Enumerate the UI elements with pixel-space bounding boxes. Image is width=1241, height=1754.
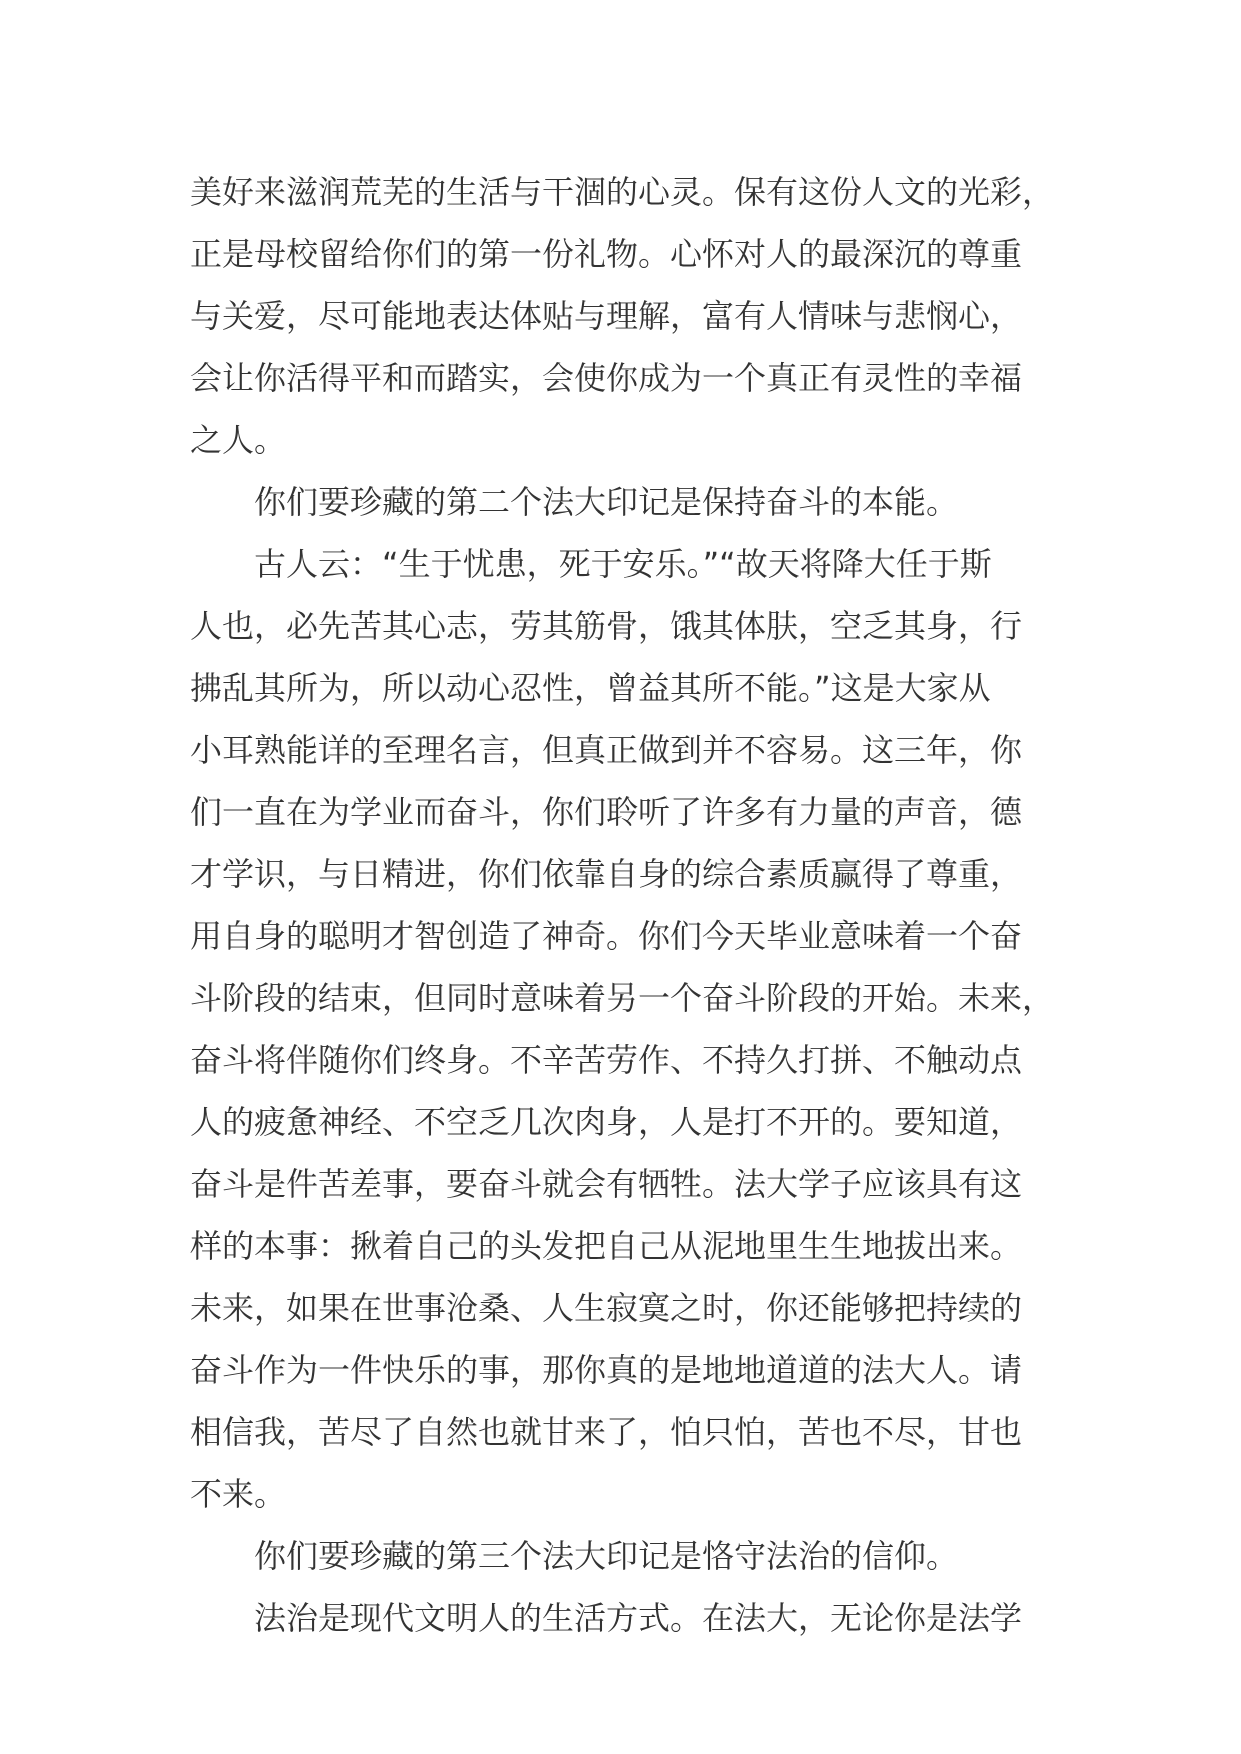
text-line: 会让你活得平和而踏实，会使你成为一个真正有灵性的幸福 [190, 359, 1023, 397]
text-line: 奋斗是件苦差事，要奋斗就会有牺牲。法大学子应该具有这 [190, 1165, 1023, 1203]
text-line: 古人云：“生于忧患，死于安乐。”“故天将降大任于斯 [254, 545, 992, 583]
text-line: 美好来滋润荒芜的生活与干涸的心灵。保有这份人文的光彩， [190, 173, 1055, 211]
text-line: 们一直在为学业而奋斗，你们聆听了许多有力量的声音，德 [190, 793, 1023, 831]
text-line: 斗阶段的结束，但同时意味着另一个奋斗阶段的开始。未来， [190, 979, 1055, 1017]
text-line: 相信我，苦尽了自然也就甘来了，怕只怕，苦也不尽，甘也 [190, 1413, 1023, 1451]
text-line: 法治是现代文明人的生活方式。在法大，无论你是法学 [254, 1599, 1023, 1637]
text-line: 样的本事：揪着自己的头发把自己从泥地里生生地拔出来。 [190, 1227, 1023, 1265]
text-line: 不来。 [190, 1475, 287, 1513]
text-line: 与关爱，尽可能地表达体贴与理解，富有人情味与悲悯心， [190, 297, 1023, 335]
text-line: 小耳熟能详的至理名言，但真正做到并不容易。这三年，你 [190, 731, 1023, 769]
text-line: 未来，如果在世事沧桑、人生寂寞之时，你还能够把持续的 [190, 1289, 1023, 1327]
section-heading-line: 你们要珍藏的第三个法大印记是恪守法治的信仰。 [254, 1537, 959, 1575]
text-line: 之人。 [190, 421, 287, 459]
text-line: 人的疲惫神经、不空乏几次肉身，人是打不开的。要知道， [190, 1103, 1023, 1141]
body-text [190, 161, 1070, 1649]
text-line: 人也，必先苦其心志，劳其筋骨，饿其体肤，空乏其身，行 [190, 607, 1023, 645]
text-line: 正是母校留给你们的第一份礼物。心怀对人的最深沉的尊重 [190, 235, 1023, 273]
text-line: 奋斗将伴随你们终身。不辛苦劳作、不持久打拼、不触动点 [190, 1041, 1023, 1079]
section-heading-line: 你们要珍藏的第二个法大印记是保持奋斗的本能。 [254, 483, 959, 521]
text-line: 才学识，与日精进，你们依靠自身的综合素质赢得了尊重， [190, 855, 1023, 893]
text-line: 用自身的聪明才智创造了神奇。你们今天毕业意味着一个奋 [190, 917, 1023, 955]
text-line: 拂乱其所为，所以动心忍性，曾益其所不能。”这是大家从 [190, 669, 991, 707]
text-line: 奋斗作为一件快乐的事，那你真的是地地道道的法大人。请 [190, 1351, 1023, 1389]
